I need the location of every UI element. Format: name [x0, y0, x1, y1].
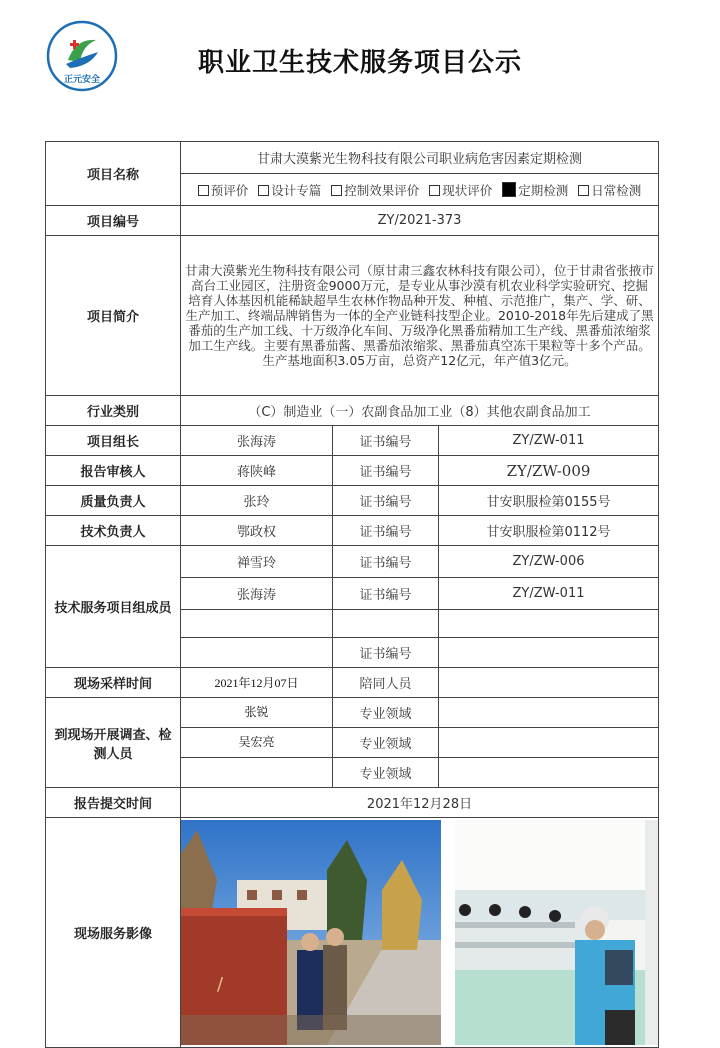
empty-cell [181, 638, 333, 668]
project-number-label: 项目编号 [46, 206, 181, 236]
field-label: 专业领域 [333, 698, 439, 728]
reviewer-role: 报告审核人 [46, 456, 181, 486]
project-intro-value: 甘肃大漠紫光生物科技有限公司（原甘肃三鑫农林科技有限公司），位于甘肃省张掖市高台工业园区，注册资金9000万元，是专业从事沙漠有机农业科学实验研究、挖掘培育人体基因机能稀缺超旱生农林作物品种开发、种植、示范推广，集产、学、研、生产加工、终端品牌销售为一体的全产业链科技型企业。2010-2018年先后建成了黑番茄的生产加工线、十万级净化车间、万级净化黑番茄精加工生产线、黑番茄浓缩浆加工生产线。主要有黑番茄酱、黑番茄浓缩浆、黑番茄真空冻干果粒等十多个产品。生产基地面积3.05万亩，总资产12亿元，年产值3亿元。 [181, 236, 659, 396]
cert-label: 证书编号 [333, 638, 439, 668]
type-option: 设计专篇 [258, 181, 321, 199]
submit-value: 2021年12月28日 [181, 788, 659, 818]
reviewer-cert: ZY/ZW-009 [439, 456, 659, 486]
tech-cert: 甘安职服检第0112号 [439, 516, 659, 546]
site-photo-indoor [455, 820, 659, 1045]
tech-name: 鄂政权 [181, 516, 333, 546]
photos-cell [181, 818, 659, 1048]
svg-text:/: / [217, 974, 224, 995]
surveyor-name: 张锐 [181, 698, 333, 728]
type-option: 控制效果评价 [331, 181, 419, 199]
quality-cert: 甘安职服检第0155号 [439, 486, 659, 516]
empty-cell [439, 698, 659, 728]
cert-label: 证书编号 [333, 486, 439, 516]
project-type-options [181, 174, 659, 206]
empty-cell [333, 610, 439, 638]
photos-label: 现场服务影像 [46, 818, 181, 1048]
project-table [45, 141, 659, 1048]
industry-value: （C）制造业（一）农副食品加工业（8）其他农副食品加工 [181, 396, 659, 426]
cert-label: 证书编号 [333, 456, 439, 486]
empty-cell [439, 638, 659, 668]
cert-label: 证书编号 [333, 546, 439, 578]
member-name: 禅雪玲 [181, 546, 333, 578]
survey-label: 到现场开展调查、检测人员 [46, 698, 181, 788]
checkbox-icon [429, 185, 440, 196]
page-title: 职业卫生技术服务项目公示 [197, 48, 522, 78]
project-number-value: ZY/2021-373 [181, 206, 659, 236]
cert-label: 证书编号 [333, 426, 439, 456]
type-option: 预评价 [198, 181, 249, 199]
leader-role: 项目组长 [46, 426, 181, 456]
submit-label: 报告提交时间 [46, 788, 181, 818]
type-option: 定期检测 [502, 181, 568, 199]
empty-cell [439, 758, 659, 788]
quality-name: 张玲 [181, 486, 333, 516]
checkbox-icon [578, 185, 589, 196]
empty-cell [181, 610, 333, 638]
project-name-label: 项目名称 [46, 142, 181, 206]
surveyor-name: 吴宏亮 [181, 728, 333, 758]
leader-name: 张海涛 [181, 426, 333, 456]
type-option: 日常检测 [578, 181, 641, 199]
field-label: 专业领域 [333, 758, 439, 788]
cert-label: 证书编号 [333, 578, 439, 610]
project-name-value: 甘肃大漠紫光生物科技有限公司职业病危害因素定期检测 [181, 142, 659, 174]
tech-role: 技术负责人 [46, 516, 181, 546]
logo-text: 正元安全 [63, 75, 101, 85]
members-label: 技术服务项目组成员 [46, 546, 181, 668]
site-photo-outdoor [181, 820, 442, 1045]
quality-role: 质量负责人 [46, 486, 181, 516]
field-label: 专业领域 [333, 728, 439, 758]
sampling-label: 现场采样时间 [46, 668, 181, 698]
checkbox-icon [198, 185, 209, 196]
cert-label: 证书编号 [333, 516, 439, 546]
empty-cell [439, 728, 659, 758]
checkbox-icon [258, 185, 269, 196]
industry-label: 行业类别 [46, 396, 181, 426]
checkbox-icon [331, 185, 342, 196]
empty-cell [439, 610, 659, 638]
accompany-label: 陪同人员 [333, 668, 439, 698]
project-intro-label: 项目简介 [46, 236, 181, 396]
member-cert: ZY/ZW-011 [439, 578, 659, 610]
sampling-value: 2021年12月07日 [181, 668, 333, 698]
reviewer-name: 蒋陕峰 [181, 456, 333, 486]
type-option: 现状评价 [429, 181, 492, 199]
checked-box-icon [502, 182, 516, 197]
member-name: 张海涛 [181, 578, 333, 610]
empty-cell [181, 758, 333, 788]
member-cert: ZY/ZW-006 [439, 546, 659, 578]
leader-cert: ZY/ZW-011 [439, 426, 659, 456]
empty-cell [439, 668, 659, 698]
